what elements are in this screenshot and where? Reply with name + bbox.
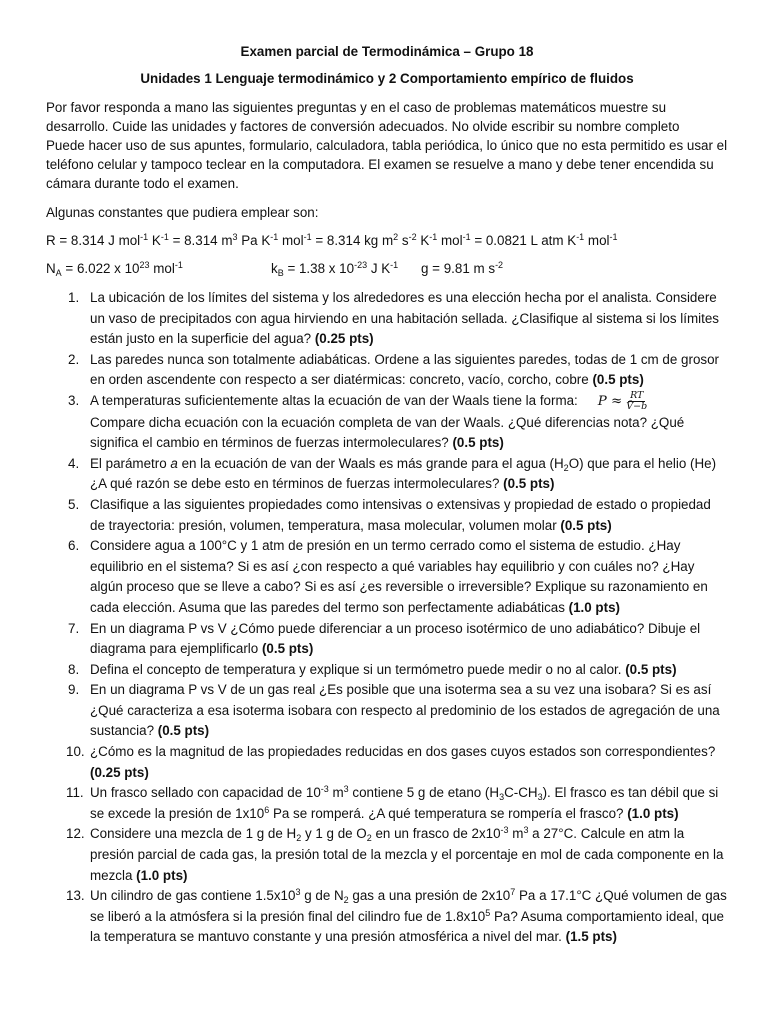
question-item	[46, 288, 728, 350]
points-value: (1.5 pts)	[565, 929, 617, 945]
subscript: 3	[537, 792, 543, 803]
question-text: Las paredes nunca son totalmente adiabáticas. Ordene a las siguientes paredes, todas de 1 cm de grosor en orden ascendente con respecto a ser diatérmicas: concreto, vacío, corcho, cobre (0.5 pts)	[90, 351, 720, 388]
question-item	[46, 886, 728, 948]
formula-fraction	[626, 391, 647, 412]
superscript: -1	[576, 232, 585, 242]
italic-symbol: a	[170, 455, 178, 471]
points-value: (0.25 pts)	[90, 764, 149, 780]
instructions-paragraph-2: Puede hacer uso de sus apuntes, formulario, calculadora, tabla periódica, lo único que no esta permitido es usar el teléfono celular y tampoco teclear en la computadora. El examen se resuelve a mano y debe tener encendida su cámara durante todo el examen.	[46, 138, 728, 191]
question-number: 7.	[68, 620, 80, 636]
question-number: 4.	[68, 455, 80, 471]
points-value: (0.5 pts)	[560, 517, 612, 533]
constant-boltzmann: $k_B = 1.38$ x $10^{-23}$ J $K^{-1}$	[271, 260, 399, 278]
question-number: 10.	[66, 744, 85, 760]
superscript: -1	[160, 232, 169, 242]
formula-denominator: V̄−b	[626, 400, 648, 412]
question-text: En un diagrama P vs V ¿Cómo puede diferenciar a un proceso isotérmico de uno adiabático? Dibuje el diagrama para ejemplificarlo (0.5 pts)	[90, 620, 701, 657]
points-value: (0.5 pts)	[592, 372, 644, 388]
subscript: B	[277, 268, 284, 278]
superscript: -1	[140, 232, 149, 242]
question-text: Considere una mezcla de 1 g de $H_2$ y 1 g de $O_2$ en un frasco de $2x10^{-3}$ $m^3$ a 27°C. Calcule en atm la presión parcial de cada gas, la presión total de la mezcla y el porcentaje en mol de cada componente en la mezcla (1.0 pts)	[90, 825, 724, 883]
superscript: -1	[270, 232, 279, 242]
points-value: (0.5 pts)	[157, 723, 210, 739]
question-text: Clasifique a las siguientes propiedades como intensivas o extensivas y propiedad de estado o propiedad de trayectoria: presión, volumen, temperatura, masa molecular, volumen molar (0.5 pts)	[90, 496, 711, 533]
instructions	[46, 98, 728, 193]
superscript: -2	[495, 260, 504, 270]
formula-numerator: RT	[630, 389, 644, 401]
question-item	[46, 536, 728, 618]
question-number: 12.	[66, 826, 85, 842]
constant-R: R = 8.314 J mol$^{-1}$ $K^{-1} = 8.314$ $m^3$ Pa $K^{-1}$ mol$^{-1}$ = 8.314 kg $m^2$ $s^{-2}$ $K^{-1}$ mol$^{-1}$ = 0.0821 L atm $K^{-1}$ mol$^{-1}$	[46, 232, 618, 248]
question-list	[46, 288, 728, 948]
van-der-waals-formula	[597, 389, 648, 412]
points-value: (0.5 pts)	[452, 435, 504, 451]
question-number: 6.	[68, 538, 80, 554]
question-text: En un diagrama P vs V de un gas real ¿Es posible que una isoterma sea a su vez una isobara? Si es así ¿Qué caracteriza a esa isoterma isobara con respecto al predominio de los estados de agregación de una sustancia? (0.5 pts)	[90, 682, 720, 739]
superscript: -1	[609, 232, 618, 242]
superscript: -1	[303, 232, 312, 242]
constant-gravity: g = 9.81 m $s^{-2}$	[421, 260, 504, 276]
superscript: -2	[408, 232, 417, 242]
exam-title: Examen parcial de Termodinámica – Grupo 18	[240, 44, 534, 59]
subscript: 2	[296, 833, 302, 844]
points-value: (1.0 pts)	[568, 599, 620, 615]
superscript: 3	[232, 232, 238, 242]
constants-label: Algunas constantes que pudiera emplear son:	[46, 205, 319, 220]
points-value: (0.5 pts)	[503, 476, 555, 492]
question-item	[46, 454, 728, 495]
exam-subtitle: Unidades 1 Lenguaje termodinámico y 2 Comportamiento empírico de fluidos	[140, 71, 634, 86]
question-number: 11.	[66, 785, 84, 801]
question-item	[46, 660, 728, 681]
superscript: 6	[264, 804, 270, 815]
question-item	[46, 783, 728, 824]
points-value: (0.5 pts)	[261, 641, 314, 657]
instructions-paragraph-1: Por favor responda a mano las siguientes preguntas y en el caso de problemas matemáticos muestre su desarrollo. Cuide las unidades y factores de conversión adecuados. No olvide escribir su nombre completo	[46, 100, 680, 134]
superscript: -3	[500, 825, 509, 836]
question-number: 2.	[68, 351, 80, 367]
exam-page	[46, 44, 728, 948]
superscript: 3	[343, 784, 349, 795]
subscript: A	[55, 268, 62, 278]
superscript: 3	[523, 825, 529, 836]
superscript: -23	[354, 260, 368, 270]
question-number: 5.	[68, 496, 80, 512]
question-number: 1.	[68, 290, 80, 305]
points-value: (0.5 pts)	[625, 661, 677, 677]
superscript: 3	[295, 887, 301, 898]
question-item	[46, 824, 728, 886]
question-item	[46, 391, 728, 454]
question-item	[46, 350, 728, 391]
superscript: -1	[429, 232, 438, 242]
question-item	[46, 619, 728, 660]
question-text: ¿Cómo es la magnitud de las propiedades reducidas en dos gases cuyos estados son correspondientes? (0.25 pts)	[90, 744, 716, 780]
points-value: (0.25 pts)	[314, 331, 374, 347]
subscript: 3	[499, 792, 505, 803]
subscript: 2	[563, 462, 569, 473]
subscript: 2	[343, 895, 349, 906]
constant-avogadro: $N_A = 6.022$ x $10^{23}$ mol$^{-1}$	[46, 260, 183, 278]
superscript: -1	[390, 260, 399, 270]
question-text: Considere agua a 100°C y 1 atm de presión en un termo cerrado como el sistema de estudio. ¿Hay equilibrio en el sistema? Si es así ¿con respecto a qué variables hay equilibrio y con cuáles no? ¿Hay algún proceso que se lleve a cabo? Si es así ¿es reversible o irreversible? Explique su razonamiento en cada elección. Asuma que las paredes del termo son perfectamente adiabáticas (1.0 pts)	[90, 538, 708, 615]
points-value: (1.0 pts)	[136, 867, 188, 883]
superscript: 7	[510, 887, 516, 898]
question-item	[46, 495, 728, 536]
question-text: El parámetro a en la ecuación de van der Waals es más grande para el agua $(H_2O)$ que para el helio (He) ¿A qué razón se debe esto en términos de fuerzas intermoleculares? (0.5 pts)	[90, 455, 717, 492]
superscript: 23	[139, 260, 150, 270]
question-number: 13.	[66, 888, 85, 904]
question-text: Un frasco sellado con capacidad de $10^{-3}$ $m^3$ contiene 5 g de etano $(H_3C-CH_3)$. El frasco es tan débil que si se excede la presión de $1x10^6$ Pa se romperá. ¿A qué temperatura se rompería el frasco? (1.0 pts)	[90, 784, 719, 821]
question-text: La ubicación de los límites del sistema y los alrededores es una elección hecha por el analista. Considere un vaso de precipitados con agua hirviendo en una habitación sellada. ¿Clasifique al sistema si los límites están justo en la superficie del agua? (0.25 pts)	[90, 290, 719, 347]
question-number: 3.	[68, 392, 80, 408]
question-item	[46, 680, 728, 742]
question-text: Defina el concepto de temperatura y explique si un termómetro puede medir o no al calor. (0.5 pts)	[90, 661, 677, 677]
constants-row	[46, 259, 728, 278]
formula-lhs: P ≈	[597, 393, 623, 409]
question-text: Un cilindro de gas contiene $1.5x10^3$ g de $N_2$ gas a una presión de $2x10^7$ Pa a 17.1°C ¿Qué volumen de gas se liberó a la atmósfera si la presión final del cilindro fue de $1.8x10^5$ Pa? Asuma comportamiento ideal, que la temperatura se mantuvo constante y una presión atmosférica a nivel del mar. (1.5 pts)	[90, 887, 727, 945]
question-item	[46, 742, 728, 783]
subscript: 2	[366, 833, 372, 844]
question-number: 9.	[68, 682, 80, 698]
question-text: A temperaturas suficientemente altas la ecuación de van der Waals tiene la forma: P ≈ $\frac{RT}{V̄-b}$ Compare dicha ecuación con la ecuación completa de van der Waals. ¿Qué diferencias nota? ¿Qué significa el cambio en términos de fuerzas intermoleculares? (0.5 pts)	[90, 389, 685, 451]
question-number: 8.	[68, 661, 80, 677]
superscript: 5	[485, 907, 491, 918]
points-value: (1.0 pts)	[627, 805, 679, 821]
superscript: 2	[393, 232, 399, 242]
superscript: -3	[320, 784, 329, 795]
superscript: -1	[174, 260, 183, 270]
superscript: -1	[462, 232, 471, 242]
